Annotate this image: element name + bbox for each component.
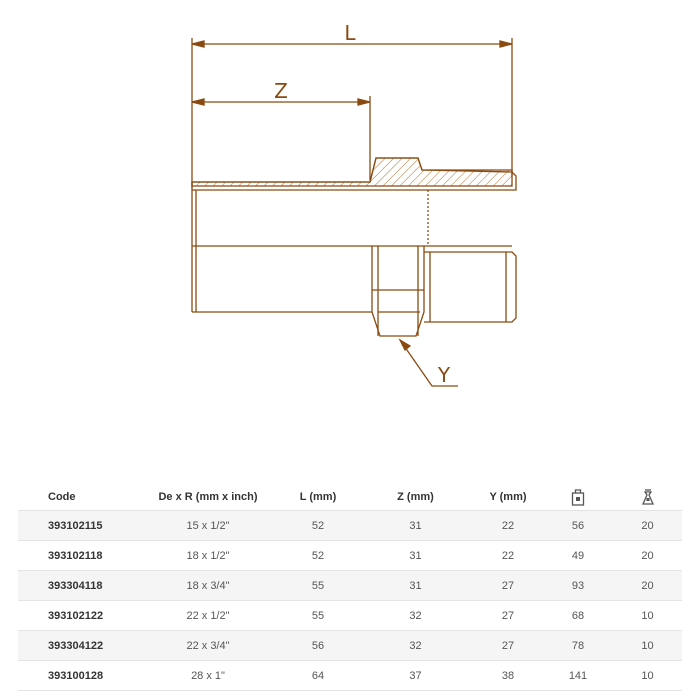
cell-l: 56 [278,631,358,661]
header-box [543,484,613,511]
cell-y: 38 [473,661,543,691]
header-z: Z (mm) [358,484,473,511]
cell-y: 27 [473,631,543,661]
cell-bag: 10 [613,661,682,691]
header-y: Y (mm) [473,484,543,511]
cell-code: 393102115 [18,511,138,541]
cell-dexr: 22 x 3/4" [138,631,278,661]
table-row [18,601,682,631]
cell-bag: 10 [613,601,682,631]
cell-code: 393100128 [18,661,138,691]
cell-box: 78 [543,631,613,661]
cell-code: 393304122 [18,631,138,661]
specification-table [18,484,682,691]
table-row [18,631,682,661]
cell-box: 49 [543,541,613,571]
table-row [18,571,682,601]
table-row [18,511,682,541]
cell-box: 141 [543,661,613,691]
bag-icon [641,488,655,506]
cell-l: 55 [278,571,358,601]
cell-box: 56 [543,511,613,541]
header-bag [613,484,682,511]
cell-l: 52 [278,541,358,571]
header-dexr: De x R (mm x inch) [138,484,278,511]
cell-y: 27 [473,601,543,631]
cell-y: 22 [473,541,543,571]
table-header-row [18,484,682,511]
cell-dexr: 18 x 3/4" [138,571,278,601]
cell-bag: 20 [613,511,682,541]
cell-z: 32 [358,631,473,661]
label-l: L [344,21,356,45]
cell-z: 31 [358,571,473,601]
cell-code: 393304118 [18,571,138,601]
cell-l: 52 [278,511,358,541]
table-row [18,661,682,691]
table-row [18,541,682,571]
label-y: Y [437,363,451,387]
cell-z: 32 [358,601,473,631]
arrowhead-z-right [358,99,370,105]
cell-bag: 20 [613,541,682,571]
box-icon [571,488,585,506]
cell-box: 68 [543,601,613,631]
cell-y: 22 [473,511,543,541]
cell-z: 31 [358,511,473,541]
arrowhead-y [400,340,410,350]
cell-bag: 10 [613,631,682,661]
arrowhead-l-right [500,41,512,47]
header-code: Code [18,484,138,511]
cell-y: 27 [473,571,543,601]
header-l: L (mm) [278,484,358,511]
hex-nut [372,246,424,336]
cell-code: 393102122 [18,601,138,631]
cell-l: 55 [278,601,358,631]
cell-box: 93 [543,571,613,601]
arrowhead-z-left [192,99,204,105]
label-z: Z [274,79,288,103]
cell-l: 64 [278,661,358,691]
cell-dexr: 28 x 1" [138,661,278,691]
cell-dexr: 15 x 1/2" [138,511,278,541]
cell-z: 31 [358,541,473,571]
arrowhead-l-left [192,41,204,47]
cell-code: 393102118 [18,541,138,571]
cell-dexr: 22 x 1/2" [138,601,278,631]
cell-z: 37 [358,661,473,691]
threaded-end [424,252,516,322]
cell-dexr: 18 x 1/2" [138,541,278,571]
cell-bag: 20 [613,571,682,601]
